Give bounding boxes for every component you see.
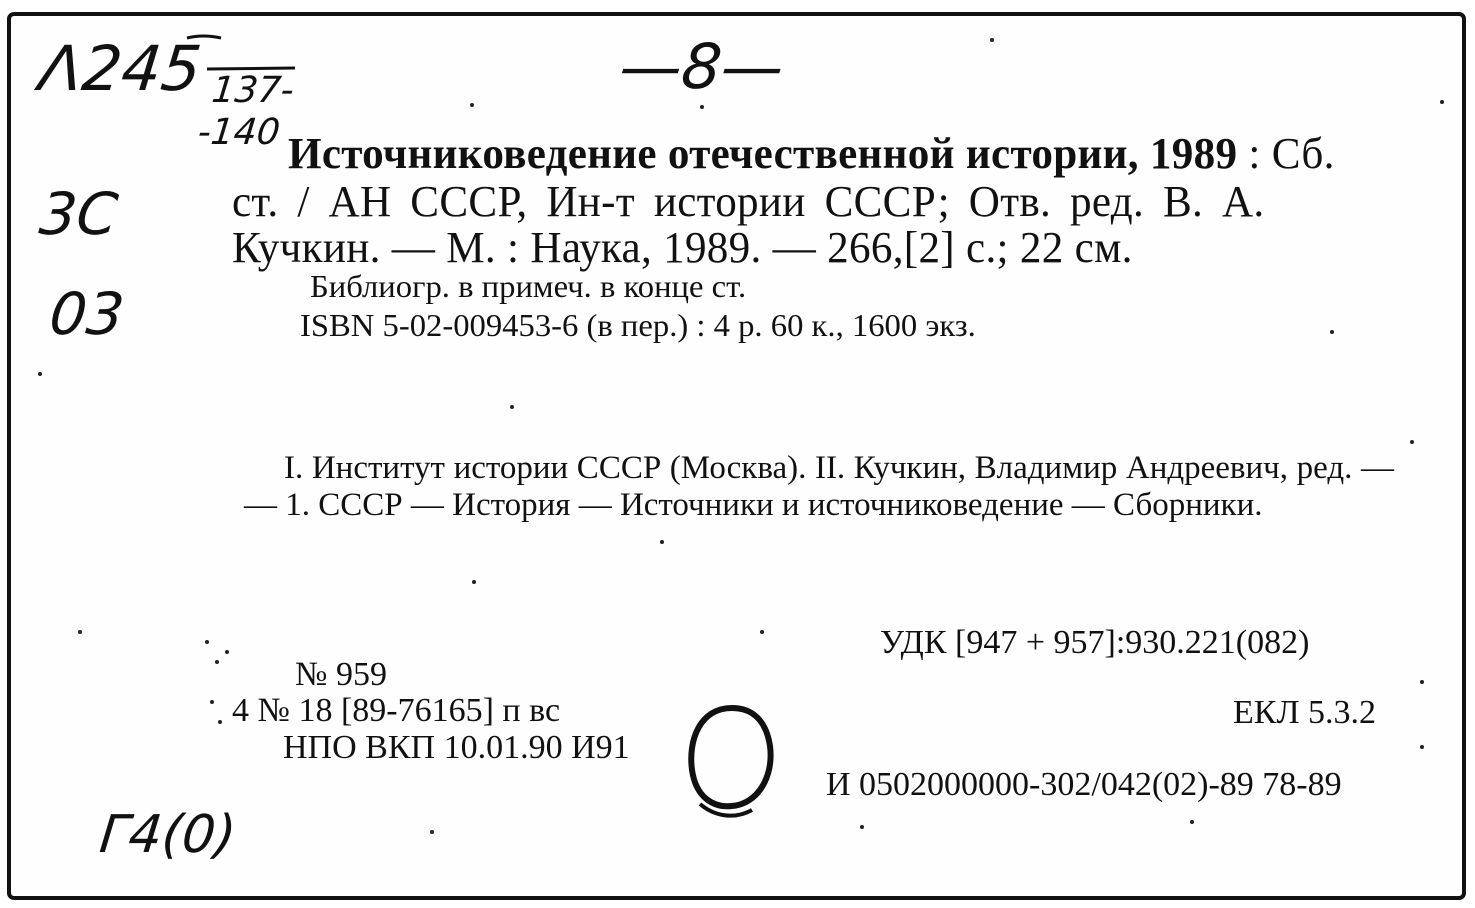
entry-note-isbn: ISBN 5-02-009453-6 (в пер.) : 4 р. 60 к., 1600 экз. xyxy=(300,307,976,343)
handwritten-code-1: 3С xyxy=(36,180,121,248)
handwritten-call-number: Λ245 xyxy=(36,32,205,105)
hand-drawn-loop-mark xyxy=(680,700,780,830)
handwritten-pages-top: 137- xyxy=(209,70,296,111)
entry-note-bibliography: Библиогр. в примеч. в конце ст. xyxy=(310,268,747,304)
udk-code: УДК [947 + 957]:930.221(082) xyxy=(880,624,1310,661)
pages-fraction-line xyxy=(205,66,300,72)
call-number-overline xyxy=(185,32,225,42)
order-number: 4 № 18 [89-76165] п вс xyxy=(232,692,561,729)
printer-info: НПО ВКП 10.01.90 И91 xyxy=(283,729,630,766)
entry-title: Источниковедение отечественной истории, 1989 xyxy=(288,129,1238,178)
handwritten-page-marker: —8— xyxy=(616,30,788,103)
handwritten-code-2: 03 xyxy=(46,280,128,348)
handwritten-bottom-note: Г4(0) xyxy=(96,805,239,865)
ekl-code: ЕКЛ 5.3.2 xyxy=(1233,694,1377,731)
handwritten-pages-bottom: -140 xyxy=(195,112,282,153)
tracings-paragraph: I. Институт истории СССР (Москва). II. Кучкин, Владимир Андреевич, ред. — — 1. СССР — История — Источники и источниковедение — Сборники. xyxy=(244,450,1394,523)
entry-line-2: ст. / АН СССР, Ин-т истории СССР; Отв. ред. В. А. xyxy=(232,177,1265,226)
index-code: И 0502000000-302/042(02)-89 78-89 xyxy=(826,766,1342,803)
entry-line1-rest: : Сб. xyxy=(1237,129,1335,178)
entry-line-3: Кучкин. — М. : Наука, 1989. — 266,[2] с.; 22 см. xyxy=(232,223,1133,272)
item-number: № 959 xyxy=(295,656,387,693)
entry-line-1 xyxy=(288,128,1335,179)
